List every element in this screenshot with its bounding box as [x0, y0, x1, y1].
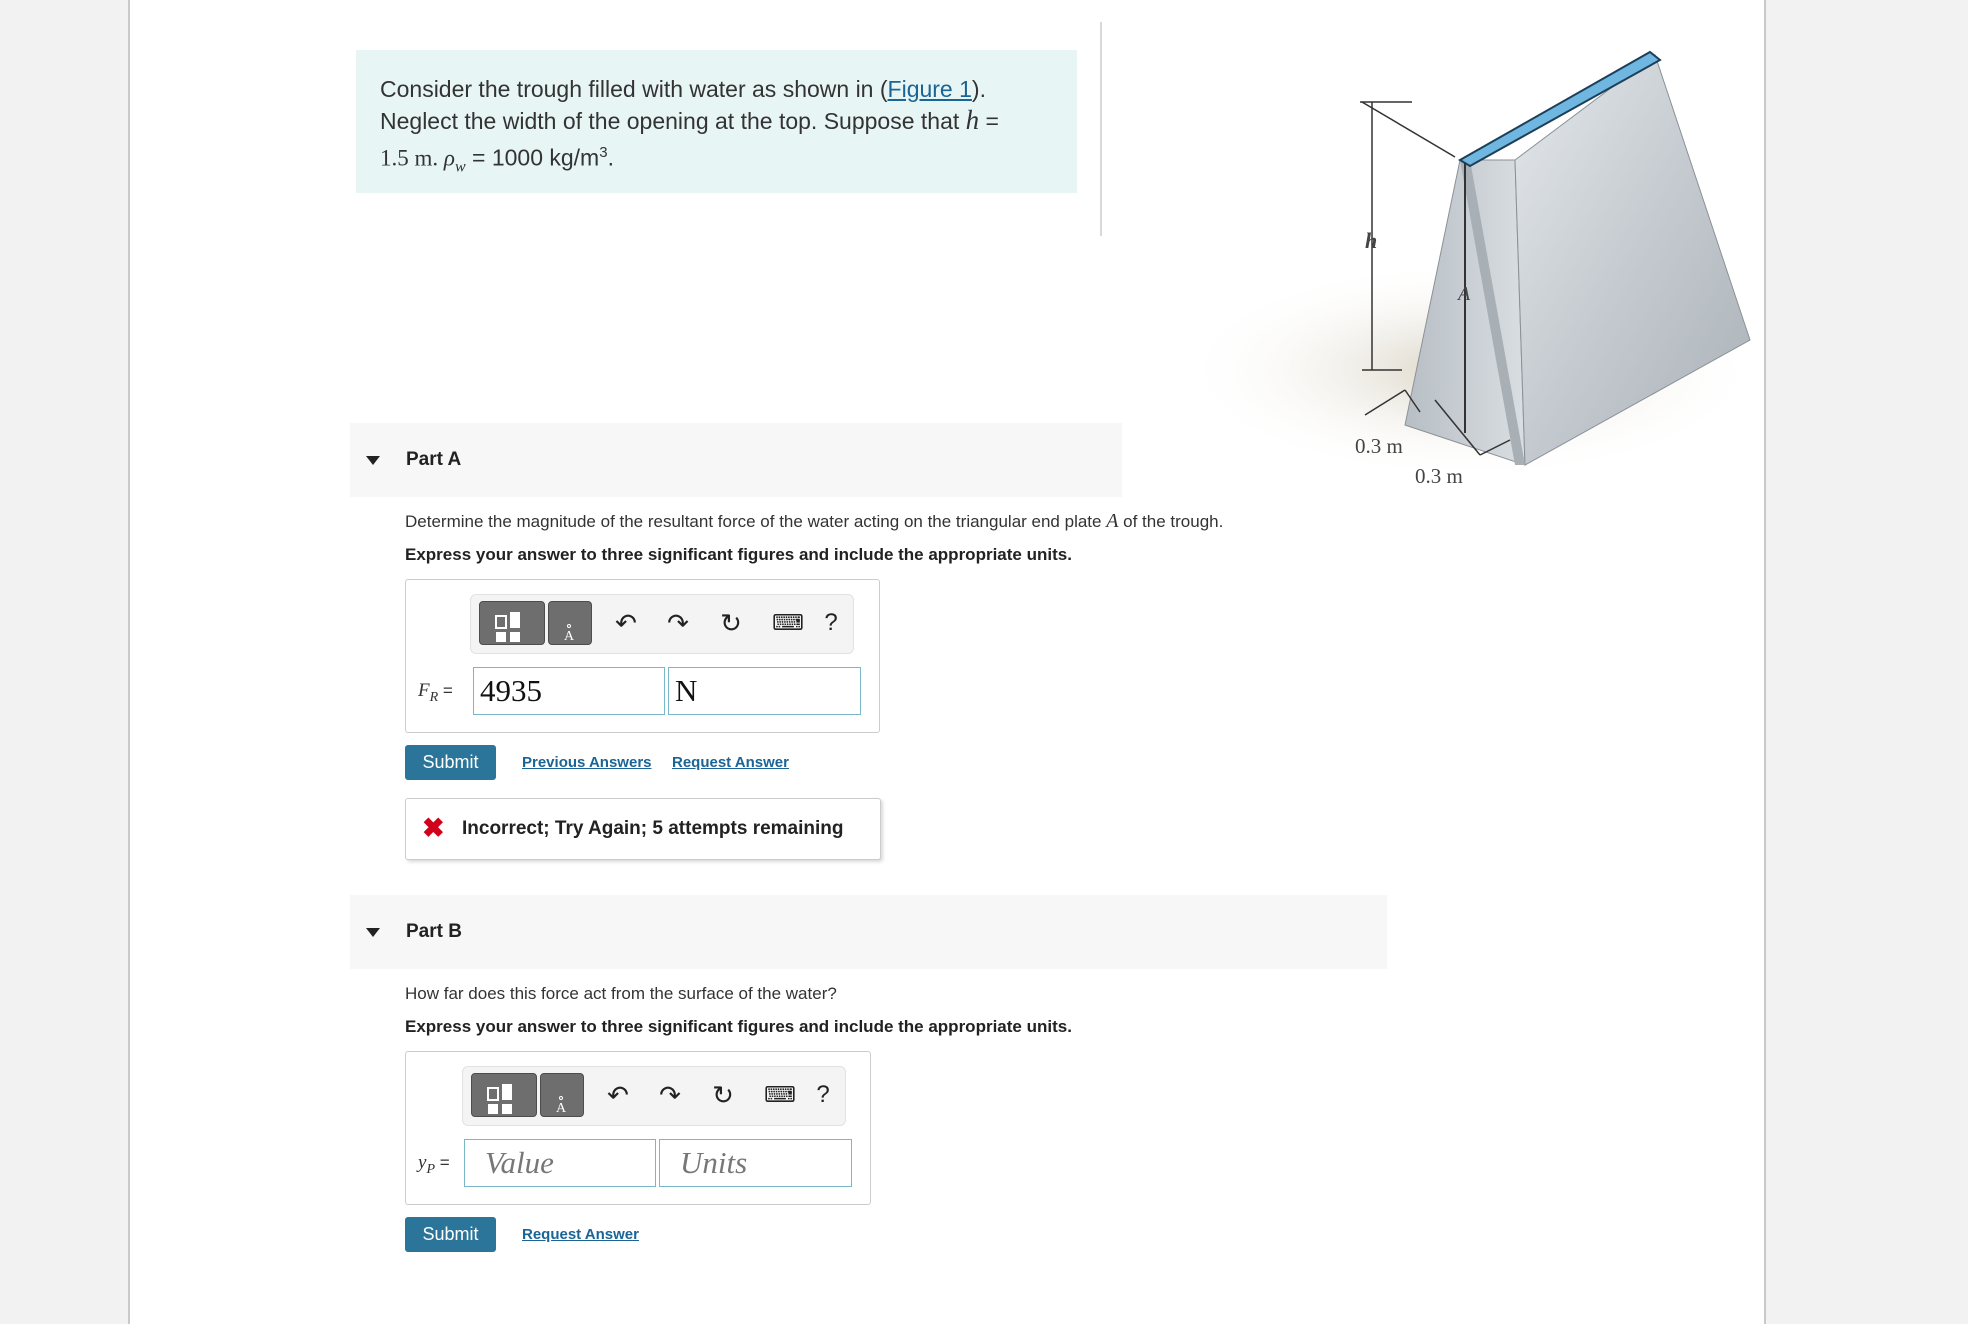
- request-answer-link[interactable]: Request Answer: [672, 754, 789, 771]
- h-value: 1.5 m.: [380, 145, 444, 171]
- template-icon: [480, 602, 544, 644]
- angstrom-icon: [549, 602, 591, 644]
- problem-statement: [356, 50, 1077, 193]
- value-input[interactable]: 4935: [473, 667, 665, 715]
- submit-button[interactable]: Submit: [405, 1217, 496, 1252]
- symbols-button[interactable]: [548, 601, 592, 645]
- units-input[interactable]: Units: [659, 1139, 852, 1187]
- page-container: [128, 0, 1766, 1324]
- template-icon: [472, 1074, 536, 1116]
- part-b-instruction: Express your answer to three significant figures and include the appropriate units.: [405, 1017, 1072, 1036]
- incorrect-icon: ✖: [422, 813, 445, 843]
- templates-button[interactable]: [471, 1073, 537, 1117]
- redo-icon[interactable]: ↷: [659, 1080, 681, 1110]
- question-text: Determine the magnitude of the resultant force of the water acting on the triangular end plate: [405, 512, 1107, 531]
- intro-text: Consider the trough filled with water as shown in (: [380, 76, 888, 102]
- divider: [1100, 22, 1102, 236]
- var-h: h: [965, 105, 980, 135]
- intro-text: =: [979, 108, 999, 134]
- part-a-answer-box: [405, 579, 880, 733]
- var-sub: P: [426, 1161, 435, 1177]
- rho-exponent: 3: [599, 144, 608, 161]
- var-label-fr: [418, 680, 453, 706]
- request-answer-link[interactable]: Request Answer: [522, 1226, 639, 1243]
- keyboard-icon[interactable]: ⌨: [772, 610, 804, 635]
- dim-line: [1362, 102, 1455, 157]
- var-label-yp: [418, 1152, 450, 1178]
- rho-value: = 1000 kg/m: [465, 144, 600, 171]
- label-dim-width: 0.3 m: [1355, 434, 1403, 458]
- var-rho: ρ: [443, 145, 455, 171]
- figure-link[interactable]: Figure 1: [887, 76, 972, 102]
- part-b-question: How far does this force act from the surface of the water?: [405, 984, 837, 1003]
- math-toolbar: [462, 1066, 846, 1126]
- submit-button[interactable]: Submit: [405, 745, 496, 780]
- var-main: y: [418, 1152, 427, 1173]
- feedback-text: Incorrect; Try Again; 5 attempts remaining: [462, 818, 844, 839]
- part-a-title: Part A: [406, 449, 462, 470]
- part-a-header[interactable]: [350, 423, 1122, 497]
- var-main: F: [418, 680, 430, 701]
- var-rho-sub: w: [454, 158, 466, 176]
- collapse-caret-icon[interactable]: [366, 928, 380, 937]
- equals-sign: =: [435, 1153, 450, 1172]
- undo-icon[interactable]: ↶: [615, 608, 637, 638]
- var-a: A: [1106, 510, 1119, 532]
- previous-answers-link[interactable]: Previous Answers: [522, 754, 652, 771]
- question-text: of the trough.: [1118, 512, 1224, 531]
- intro-text: Neglect the width of the opening at the top. Suppose that: [380, 108, 966, 134]
- label-h: h: [1365, 228, 1378, 253]
- part-b-answer-box: [405, 1051, 871, 1205]
- intro-text: .: [607, 144, 614, 171]
- trough-figure: [1180, 40, 1760, 510]
- units-input[interactable]: N: [668, 667, 861, 715]
- reset-icon[interactable]: ↻: [712, 1080, 734, 1110]
- svg-text:A: A: [556, 1101, 567, 1116]
- templates-button[interactable]: [479, 601, 545, 645]
- svg-text:A: A: [564, 629, 575, 644]
- var-sub: R: [429, 689, 439, 705]
- intro-text: ).: [971, 76, 986, 102]
- angstrom-icon: [541, 1074, 583, 1116]
- feedback-message: [405, 798, 881, 860]
- label-a: A: [1458, 283, 1471, 305]
- value-input[interactable]: Value: [464, 1139, 656, 1187]
- part-a-question: [405, 510, 1223, 533]
- help-icon[interactable]: ?: [816, 1081, 830, 1108]
- help-icon[interactable]: ?: [824, 609, 838, 636]
- symbols-button[interactable]: [540, 1073, 584, 1117]
- collapse-caret-icon[interactable]: [366, 456, 380, 465]
- math-toolbar: [470, 594, 854, 654]
- label-dim-depth: 0.3 m: [1415, 464, 1463, 488]
- part-b-header[interactable]: [350, 895, 1387, 969]
- part-a-instruction: Express your answer to three significant figures and include the appropriate units.: [405, 545, 1072, 564]
- equals-sign: =: [438, 681, 453, 700]
- undo-icon[interactable]: ↶: [607, 1080, 629, 1110]
- part-b-title: Part B: [406, 921, 462, 942]
- keyboard-icon[interactable]: ⌨: [764, 1082, 796, 1107]
- redo-icon[interactable]: ↷: [667, 608, 689, 638]
- reset-icon[interactable]: ↻: [720, 608, 742, 638]
